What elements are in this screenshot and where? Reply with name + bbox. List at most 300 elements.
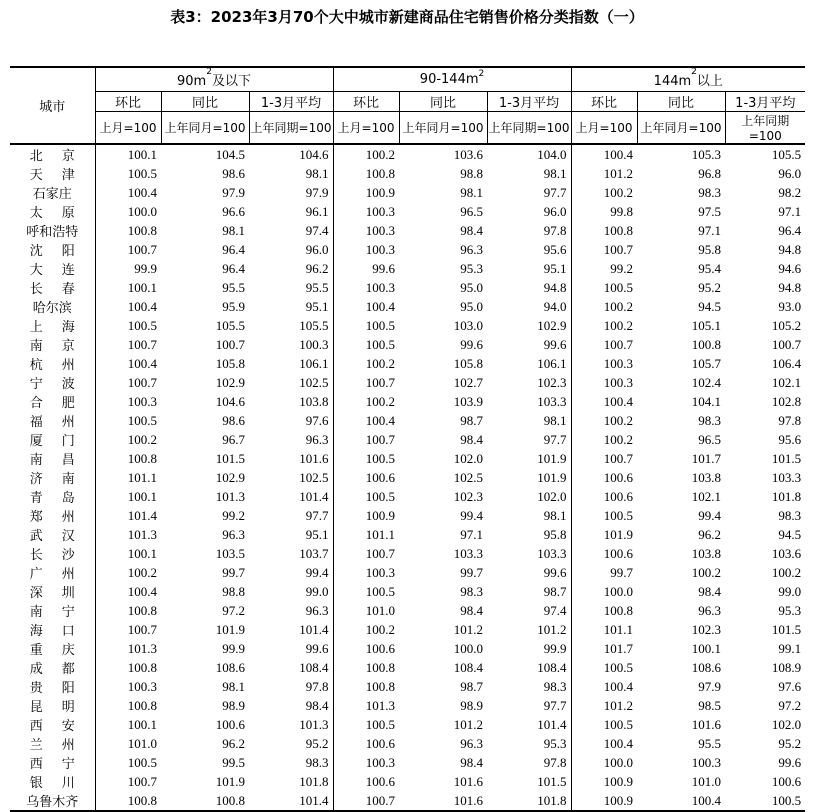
index-value: 95.8: [698, 241, 722, 257]
index-value: 102.5: [299, 469, 329, 485]
index-value: 101.9: [215, 773, 245, 789]
index-value: 100.7: [95, 772, 161, 791]
index-value: 96.0: [543, 203, 567, 219]
index-value: 100.4: [95, 183, 161, 202]
group-header-large: $144m^2$以上: [571, 67, 805, 92]
city-name: 武汉: [29, 529, 94, 544]
index-value: 96.7: [222, 431, 245, 447]
index-value: 100.6: [771, 773, 802, 789]
city-name: 长春: [29, 282, 94, 297]
subheader-mom: 环比: [571, 92, 637, 112]
index-value: 100.1: [95, 278, 161, 297]
index-value: 94.5: [698, 298, 722, 314]
index-value: 100.8: [691, 336, 722, 352]
index-value: 99.2: [571, 259, 637, 278]
index-value: 100.5: [333, 316, 399, 335]
index-value: 100.8: [161, 791, 249, 811]
index-value: 97.8: [305, 678, 329, 694]
index-value: 100.3: [95, 677, 161, 696]
index-value: 100.4: [571, 144, 637, 164]
index-value: 100.9: [571, 772, 637, 791]
table-row: [10, 164, 805, 183]
index-value: 100.5: [571, 658, 637, 677]
table-body: [10, 144, 805, 811]
table-row: [10, 278, 805, 297]
base-label-ytd-avg: 上年同期=100: [487, 112, 571, 145]
city-name: 西宁: [29, 757, 94, 772]
index-value: 97.8: [778, 412, 802, 428]
city-name: 郑州: [29, 510, 94, 525]
index-value: 96.2: [698, 526, 722, 542]
index-value: 104.6: [215, 393, 245, 409]
index-value: 100.4: [95, 354, 161, 373]
index-value: 95.1: [305, 526, 329, 542]
index-value: 108.6: [215, 659, 245, 675]
index-value: 101.5: [215, 450, 245, 466]
index-value: 103.0: [453, 317, 484, 333]
index-value: 95.5: [305, 279, 329, 295]
city-name: 海口: [29, 624, 94, 639]
index-value: 100.9: [333, 183, 399, 202]
index-value: 99.9: [222, 640, 245, 656]
index-value: 97.1: [778, 203, 802, 219]
index-value: 101.3: [95, 639, 161, 658]
index-value: 94.8: [778, 279, 802, 295]
table-row: [10, 544, 805, 563]
index-value: 98.4: [698, 583, 722, 599]
city-name: 天津: [29, 168, 94, 183]
index-value: 108.4: [537, 659, 567, 675]
index-value: 98.1: [222, 222, 245, 238]
index-value: 99.4: [698, 507, 722, 523]
index-value: 100.7: [571, 449, 637, 468]
index-value: 100.5: [571, 715, 637, 734]
index-value: 99.0: [778, 583, 802, 599]
index-value: 99.9: [95, 259, 161, 278]
index-value: 108.6: [691, 659, 722, 675]
index-value: 99.6: [460, 336, 484, 352]
index-value: 96.3: [460, 735, 484, 751]
index-value: 96.4: [222, 241, 245, 257]
table-row: [10, 601, 805, 620]
index-value: 105.1: [691, 317, 722, 333]
index-value: 98.3: [698, 412, 722, 428]
index-value: 96.6: [222, 203, 245, 219]
index-value: 100.2: [333, 392, 399, 411]
index-value: 93.0: [778, 298, 802, 314]
index-value: 101.6: [691, 716, 722, 732]
index-value: 94.5: [778, 526, 802, 542]
index-value: 101.8: [771, 488, 802, 504]
index-value: 102.3: [691, 621, 722, 637]
index-value: 102.1: [771, 374, 802, 390]
index-value: 101.2: [571, 164, 637, 183]
table-row: [10, 183, 805, 202]
index-value: 98.4: [460, 602, 484, 618]
index-value: 101.4: [299, 488, 329, 504]
table-row: [10, 392, 805, 411]
index-value: 100.0: [453, 640, 484, 656]
city-name: 上海: [29, 320, 94, 335]
index-value: 100.4: [95, 582, 161, 601]
index-value: 97.6: [778, 678, 802, 694]
index-value: 104.6: [299, 146, 329, 162]
index-value: 102.9: [537, 317, 567, 333]
index-value: 101.4: [95, 506, 161, 525]
index-value: 101.2: [453, 621, 484, 637]
index-value: 104.0: [537, 146, 567, 162]
index-value: 100.3: [333, 221, 399, 240]
table-title: 表3：2023年3月70个大中城市新建商品住宅销售价格分类指数（一）: [170, 8, 644, 26]
city-name: 重庆: [29, 643, 94, 658]
index-value: 100.9: [333, 506, 399, 525]
index-value: 105.2: [771, 317, 802, 333]
index-value: 100.8: [333, 658, 399, 677]
index-value: 100.3: [571, 354, 637, 373]
index-value: 102.7: [453, 374, 484, 390]
index-value: 103.9: [453, 393, 484, 409]
index-value: 98.7: [543, 583, 567, 599]
index-value: 103.6: [453, 146, 484, 162]
index-value: 95.6: [778, 431, 802, 447]
index-value: 98.1: [543, 165, 567, 181]
table-row: [10, 677, 805, 696]
index-value: 100.7: [333, 791, 399, 811]
index-value: 98.8: [222, 583, 245, 599]
city-name: 石家庄: [32, 187, 72, 202]
index-value: 100.7: [95, 620, 161, 639]
index-value: 102.5: [453, 469, 484, 485]
index-value: 103.8: [691, 469, 722, 485]
index-value: 101.8: [299, 773, 329, 789]
index-value: 101.6: [299, 450, 329, 466]
city-column-header: 城市: [10, 67, 95, 144]
index-value: 98.7: [460, 678, 484, 694]
index-value: 101.6: [453, 773, 484, 789]
index-value: 98.3: [460, 583, 484, 599]
table-row: [10, 620, 805, 639]
index-value: 100.6: [333, 639, 399, 658]
index-value: 97.4: [543, 602, 567, 618]
index-value: 100.8: [333, 677, 399, 696]
table-row: [10, 354, 805, 373]
index-value: 100.6: [333, 772, 399, 791]
index-value: 99.7: [460, 564, 484, 580]
index-value: 97.5: [698, 203, 722, 219]
index-value: 100.3: [691, 754, 722, 770]
index-value: 100.5: [571, 506, 637, 525]
index-value: 96.2: [222, 735, 245, 751]
city-name: 哈尔滨: [32, 301, 72, 316]
index-value: 97.9: [698, 678, 722, 694]
index-value: 101.2: [453, 716, 484, 732]
index-value: 100.3: [333, 753, 399, 772]
index-value: 101.1: [95, 468, 161, 487]
index-value: 100.5: [95, 164, 161, 183]
index-value: 95.9: [222, 298, 245, 314]
index-value: 101.1: [333, 525, 399, 544]
index-value: 96.8: [698, 165, 722, 181]
index-value: 100.8: [333, 164, 399, 183]
index-value: 100.1: [95, 487, 161, 506]
index-value: 100.6: [571, 468, 637, 487]
index-value: 98.8: [460, 165, 484, 181]
index-value: 95.5: [222, 279, 245, 295]
index-value: 100.2: [571, 411, 637, 430]
index-value: 104.1: [691, 393, 722, 409]
index-value: 98.9: [222, 697, 245, 713]
index-value: 100.6: [215, 716, 245, 732]
index-value: 98.4: [305, 697, 329, 713]
index-value: 101.2: [571, 696, 637, 715]
index-value: 100.2: [333, 354, 399, 373]
index-value: 106.1: [299, 355, 329, 371]
index-value: 103.3: [771, 469, 802, 485]
index-value: 95.6: [543, 241, 567, 257]
index-value: 98.4: [460, 754, 484, 770]
index-value: 101.0: [691, 773, 722, 789]
table-row: [10, 411, 805, 430]
index-value: 94.6: [778, 260, 802, 276]
city-name: 西安: [29, 719, 94, 734]
index-value: 100.5: [333, 582, 399, 601]
city-name: 北京: [29, 149, 94, 164]
index-value: 98.1: [305, 165, 329, 181]
city-name: 兰州: [29, 738, 94, 753]
index-value: 100.5: [95, 411, 161, 430]
index-value: 99.4: [460, 507, 484, 523]
index-value: 100.3: [95, 392, 161, 411]
index-value: 96.5: [698, 431, 722, 447]
index-value: 95.2: [305, 735, 329, 751]
city-name: 南京: [29, 339, 94, 354]
index-value: 100.2: [771, 564, 802, 580]
index-value: 98.6: [222, 412, 245, 428]
table-row: [10, 316, 805, 335]
index-value: 100.7: [95, 335, 161, 354]
index-value: 100.1: [95, 544, 161, 563]
index-value: 100.2: [691, 564, 722, 580]
index-value: 103.3: [537, 545, 567, 561]
index-value: 102.3: [453, 488, 484, 504]
table-row: [10, 791, 805, 811]
index-value: 100.8: [95, 221, 161, 240]
index-value: 95.3: [460, 260, 484, 276]
index-value: 98.2: [778, 184, 802, 200]
city-name: 青岛: [29, 491, 94, 506]
index-value: 100.2: [571, 297, 637, 316]
base-label-ytd-avg: 上年同期=100: [725, 112, 805, 145]
base-label-yoy: 上年同月=100: [161, 112, 249, 145]
index-value: 98.9: [460, 697, 484, 713]
table-row: [10, 430, 805, 449]
table-row: [10, 144, 805, 164]
city-name: 南昌: [29, 453, 94, 468]
index-value: 100.4: [571, 677, 637, 696]
city-name: 呼和浩特: [26, 225, 79, 240]
index-value: 97.2: [778, 697, 802, 713]
table-row: [10, 240, 805, 259]
index-value: 101.3: [333, 696, 399, 715]
index-value: 96.0: [305, 241, 329, 257]
index-value: 100.6: [333, 468, 399, 487]
index-value: 105.5: [771, 146, 802, 162]
base-label-yoy: 上年同月=100: [637, 112, 725, 145]
city-name: 南宁: [29, 605, 94, 620]
subheader-ytd-avg: 1-3月平均: [725, 92, 805, 112]
subheader-yoy: 同比: [161, 92, 249, 112]
index-value: 108.4: [453, 659, 484, 675]
index-value: 96.5: [460, 203, 484, 219]
index-value: 100.4: [571, 392, 637, 411]
table-row: [10, 259, 805, 278]
index-value: 96.3: [222, 526, 245, 542]
table-row: [10, 639, 805, 658]
city-name: 成都: [29, 662, 94, 677]
price-index-table: [10, 66, 805, 812]
index-value: 100.7: [333, 430, 399, 449]
city-name: 广州: [29, 567, 94, 582]
table-row: [10, 696, 805, 715]
index-value: 95.5: [698, 735, 722, 751]
city-name: 厦门: [29, 434, 94, 449]
index-value: 101.4: [249, 791, 333, 811]
subheader-mom: 环比: [95, 92, 161, 112]
index-value: 98.1: [222, 678, 245, 694]
index-value: 100.8: [95, 696, 161, 715]
city-name: 银川: [29, 776, 94, 791]
index-value: 100.1: [95, 715, 161, 734]
index-value: 102.0: [771, 716, 802, 732]
table-row: [10, 658, 805, 677]
base-label-mom: 上月=100: [571, 112, 637, 145]
index-value: 100.6: [571, 487, 637, 506]
table-row: [10, 734, 805, 753]
index-value: 101.9: [571, 525, 637, 544]
base-label-ytd-avg: 上年同期=100: [249, 112, 333, 145]
index-value: 99.5: [222, 754, 245, 770]
index-value: 103.3: [537, 393, 567, 409]
index-value: 101.4: [537, 716, 567, 732]
index-value: 99.4: [305, 564, 329, 580]
table-row: [10, 506, 805, 525]
index-value: 101.9: [215, 621, 245, 637]
index-value: 99.7: [222, 564, 245, 580]
index-value: 100.3: [333, 202, 399, 221]
index-value: 97.1: [698, 222, 722, 238]
index-value: 100.0: [95, 202, 161, 221]
city-name: 深圳: [29, 586, 94, 601]
index-value: 95.2: [778, 735, 802, 751]
index-value: 94.0: [543, 298, 567, 314]
index-value: 97.7: [305, 507, 329, 523]
index-value: 100.5: [95, 753, 161, 772]
city-name: 济南: [29, 472, 94, 487]
index-value: 101.5: [537, 773, 567, 789]
index-value: 96.3: [460, 241, 484, 257]
index-value: 101.0: [333, 601, 399, 620]
index-value: 95.3: [543, 735, 567, 751]
index-value: 100.7: [333, 544, 399, 563]
index-value: 100.8: [571, 221, 637, 240]
table-row: [10, 487, 805, 506]
index-value: 95.1: [543, 260, 567, 276]
index-value: 97.8: [543, 222, 567, 238]
index-value: 100.0: [571, 582, 637, 601]
index-value: 98.1: [460, 184, 484, 200]
table-row: [10, 449, 805, 468]
index-value: 108.4: [299, 659, 329, 675]
index-value: 101.0: [95, 734, 161, 753]
city-name: 福州: [29, 415, 94, 430]
index-value: 98.6: [222, 165, 245, 181]
index-value: 100.8: [95, 449, 161, 468]
table-row: [10, 772, 805, 791]
index-value: 96.3: [698, 602, 722, 618]
index-value: 99.2: [222, 507, 245, 523]
index-value: 99.0: [305, 583, 329, 599]
index-value: 100.8: [95, 791, 161, 811]
index-value: 100.8: [571, 601, 637, 620]
index-value: 101.2: [537, 621, 567, 637]
index-value: 100.4: [95, 297, 161, 316]
index-value: 101.5: [771, 621, 802, 637]
index-value: 100.2: [571, 183, 637, 202]
index-value: 100.3: [333, 278, 399, 297]
city-name: 合肥: [29, 396, 94, 411]
base-label-mom: 上月=100: [333, 112, 399, 145]
city-name: 昆明: [29, 700, 94, 715]
index-value: 100.4: [637, 791, 725, 811]
index-value: 100.2: [571, 316, 637, 335]
index-value: 98.7: [460, 412, 484, 428]
index-value: 96.1: [305, 203, 329, 219]
index-value: 102.0: [453, 450, 484, 466]
index-value: 100.5: [333, 487, 399, 506]
index-value: 101.3: [215, 488, 245, 504]
index-value: 101.3: [299, 716, 329, 732]
index-value: 95.8: [543, 526, 567, 542]
index-value: 100.4: [333, 297, 399, 316]
index-value: 102.8: [771, 393, 802, 409]
index-value: 99.6: [543, 336, 567, 352]
index-value: 103.8: [299, 393, 329, 409]
index-value: 100.5: [333, 335, 399, 354]
index-value: 100.2: [95, 563, 161, 582]
index-value: 97.7: [543, 431, 567, 447]
index-value: 100.7: [95, 373, 161, 392]
index-value: 103.8: [691, 545, 722, 561]
index-value: 104.5: [215, 146, 245, 162]
index-value: 94.8: [543, 279, 567, 295]
table-row: [10, 335, 805, 354]
index-value: 97.7: [543, 184, 567, 200]
index-value: 99.6: [778, 754, 802, 770]
index-value: 100.9: [571, 791, 637, 811]
index-value: 101.3: [95, 525, 161, 544]
table-row: [10, 525, 805, 544]
table-row: [10, 563, 805, 582]
index-value: 100.3: [299, 336, 329, 352]
base-label-yoy: 上年同月=100: [399, 112, 487, 145]
index-value: 98.1: [543, 412, 567, 428]
index-value: 100.8: [95, 601, 161, 620]
table-row: [10, 582, 805, 601]
index-value: 106.4: [771, 355, 802, 371]
city-name: 大连: [29, 263, 94, 278]
index-value: 100.3: [333, 240, 399, 259]
index-value: 100.7: [571, 240, 637, 259]
